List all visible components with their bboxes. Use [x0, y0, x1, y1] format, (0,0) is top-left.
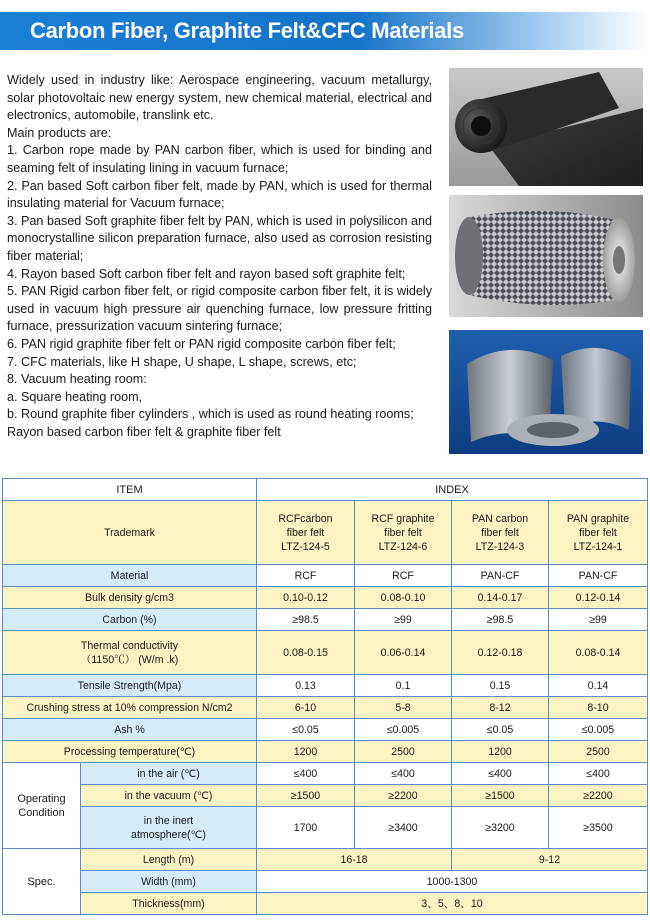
table-cell: ≥1500 [257, 785, 355, 807]
row-label: Width (mm) [81, 871, 257, 893]
table-row [3, 763, 648, 785]
table-cell: 0.14 [549, 675, 648, 697]
intro-line: 4. Rayon based Soft carbon fiber felt and rayon based soft graphite felt; [7, 266, 406, 281]
table-row [3, 719, 648, 741]
table-cell: 0.12-0.18 [452, 631, 549, 675]
table-cell: 9-12 [452, 849, 648, 871]
index-header: INDEX [257, 479, 648, 501]
cfc-parts-photo [449, 330, 643, 454]
table-cell: ≥2200 [549, 785, 648, 807]
table-cell: 1200 [452, 741, 549, 763]
intro-line: Main products are: [7, 125, 112, 140]
product-cell: PAN carbon fiber felt LTZ-124-3 [452, 501, 549, 565]
row-label: Material [3, 565, 257, 587]
table-cell: 1700 [257, 807, 355, 849]
table-cell: 0.06-0.14 [355, 631, 452, 675]
table-cell: ≤400 [549, 763, 648, 785]
product-cell: PAN graphite fiber felt LTZ-124-1 [549, 501, 648, 565]
table-cell: 3、5、8、10 [257, 893, 648, 915]
table-row [3, 675, 648, 697]
table-cell: 8-12 [452, 697, 549, 719]
table-cell: ≥1500 [452, 785, 549, 807]
table-cell: ≤400 [452, 763, 549, 785]
table-row [3, 631, 648, 675]
table-cell: 0.1 [355, 675, 452, 697]
table-cell: 2500 [355, 741, 452, 763]
intro-line: b. Round graphite fiber cylinders , which is used as round heating rooms; [7, 407, 414, 422]
table-cell: 0.08-0.15 [257, 631, 355, 675]
table-cell: ≤0.005 [355, 719, 452, 741]
row-label: in the vacuum (℃) [81, 785, 257, 807]
table-cell: ≥3400 [355, 807, 452, 849]
row-label: Crushing stress at 10% compression N/cm2 [3, 697, 257, 719]
table-cell: 0.14-0.17 [452, 587, 549, 609]
table-cell: ≥3200 [452, 807, 549, 849]
table-cell: 16-18 [257, 849, 452, 871]
table-cell: ≥99 [355, 609, 452, 631]
intro-line: 8. Vacuum heating room: [7, 372, 147, 387]
row-label: in the air (℃) [81, 763, 257, 785]
row-label: Thickness(mm) [81, 893, 257, 915]
title-banner [0, 12, 650, 50]
table-cell: RCF [257, 565, 355, 587]
table-cell: ≤0.05 [257, 719, 355, 741]
table-cell: 5-8 [355, 697, 452, 719]
table-cell: 6-10 [257, 697, 355, 719]
intro-text [7, 72, 432, 441]
table-cell: ≤0.005 [549, 719, 648, 741]
table-cell: ≥98.5 [257, 609, 355, 631]
table-row [3, 807, 648, 849]
product-cell: RCF graphite fiber felt LTZ-124-6 [355, 501, 452, 565]
table-cell: 0.15 [452, 675, 549, 697]
table-cell: ≥98.5 [452, 609, 549, 631]
table-cell: 8-10 [549, 697, 648, 719]
table-cell: RCF [355, 565, 452, 587]
operating-condition-label: Operating Condition [3, 763, 81, 849]
table-row [3, 609, 648, 631]
intro-line: 7. CFC materials, like H shape, U shape, L shape, screws, etc; [7, 354, 357, 369]
row-label: in the inert atmosphere(℃) [81, 807, 257, 849]
intro-line: Rayon based carbon fiber felt & graphite fiber felt [7, 424, 281, 439]
intro-line: 1. Carbon rope made by PAN carbon fiber, which is used for binding and seaming felt of insulating lining in vacuum furnace; [7, 143, 432, 175]
graphite-rope-spool-photo [449, 195, 643, 317]
trademark-label: Trademark [3, 501, 257, 565]
intro-line: a. Square heating room, [7, 389, 143, 404]
spec-table [2, 478, 648, 915]
row-label: Thermal conductivity （1150℃） (W/m .k) [3, 631, 257, 675]
table-row [3, 871, 648, 893]
table-cell: 2500 [549, 741, 648, 763]
row-label: Length (m) [81, 849, 257, 871]
intro-line: 6. PAN rigid graphite fiber felt or PAN rigid composite carbon fiber felt; [7, 336, 396, 351]
table-row [3, 785, 648, 807]
item-header: ITEM [3, 479, 257, 501]
intro-line: 5. PAN Rigid carbon fiber felt, or rigid composite carbon fiber felt, it is widely used in vacuum high pressure air quenching furnace, low pressure fritting furnace, pressurization vacuum sintering furnace; [7, 284, 432, 334]
row-label: Ash % [3, 719, 257, 741]
table-cell: ≤400 [257, 763, 355, 785]
felt-roll-photo [449, 68, 643, 186]
table-cell: 0.13 [257, 675, 355, 697]
table-row [3, 741, 648, 763]
table-row [3, 893, 648, 915]
table-row [3, 587, 648, 609]
table-cell: 0.08-0.10 [355, 587, 452, 609]
table-cell: 0.12-0.14 [549, 587, 648, 609]
row-label: Bulk density g/cm3 [3, 587, 257, 609]
spec-label: Spec. [3, 849, 81, 915]
table-cell: PAN-CF [452, 565, 549, 587]
table-cell: 1200 [257, 741, 355, 763]
table-cell: 0.08-0.14 [549, 631, 648, 675]
table-cell: ≥3500 [549, 807, 648, 849]
table-cell: ≤400 [355, 763, 452, 785]
table-cell: 1000-1300 [257, 871, 648, 893]
table-row [3, 565, 648, 587]
product-cell: RCFcarbon fiber felt LTZ-124-5 [257, 501, 355, 565]
row-label: Processing temperature(℃) [3, 741, 257, 763]
row-label: Carbon (%) [3, 609, 257, 631]
intro-line: Widely used in industry like: Aerospace engineering, vacuum metallurgy, solar photovoltaic new energy system, new chemical material, electrical and electronics, automobile, translink etc. [7, 73, 432, 123]
page-title: Carbon Fiber, Graphite Felt&CFC Materials [30, 18, 464, 43]
intro-line: 2. Pan based Soft carbon fiber felt, made by PAN, which is used for thermal insulating material for Vacuum furnace; [7, 178, 432, 211]
table-row [3, 849, 648, 871]
table-cell: ≤0.05 [452, 719, 549, 741]
table-cell: ≥2200 [355, 785, 452, 807]
table-row [3, 697, 648, 719]
table-cell: 0.10-0.12 [257, 587, 355, 609]
intro-line: 3. Pan based Soft graphite fiber felt by PAN, which is used in polysilicon and monocrystalline silicon preparation furnace, also used as corrosion resisting fiber material; [7, 213, 432, 263]
table-cell: ≥99 [549, 609, 648, 631]
table-cell: PAN-CF [549, 565, 648, 587]
row-label: Tensile Strength(Mpa) [3, 675, 257, 697]
